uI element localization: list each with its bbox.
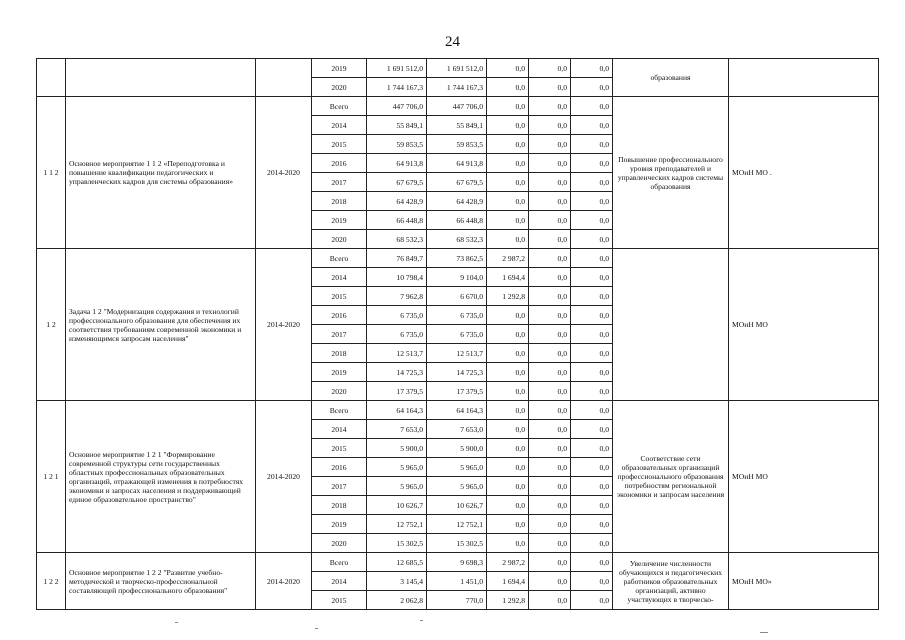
year-cell: 2015 [312,439,367,458]
year-cell: Всего [312,553,367,572]
regional-cell: 7 653,0 [427,420,487,439]
municipal-cell: 0,0 [529,306,571,325]
total-cell: 447 706,0 [367,97,427,116]
federal-cell: 1 694,4 [487,572,529,591]
year-cell: 2014 [312,420,367,439]
scan-speck [315,628,318,629]
municipal-cell: 0,0 [529,116,571,135]
result-cell: образования [613,59,729,97]
regional-cell: 1 451,0 [427,572,487,591]
section-executor: МОиН МО [729,249,879,401]
year-cell: 2015 [312,135,367,154]
regional-cell: 5 965,0 [427,458,487,477]
federal-cell: 0,0 [487,135,529,154]
federal-cell: 0,0 [487,363,529,382]
regional-cell: 770,0 [427,591,487,610]
program-table [36,58,879,610]
federal-cell: 0,0 [487,382,529,401]
page-number: 24 [445,34,460,50]
other-cell: 0,0 [571,325,613,344]
federal-cell: 2 987,2 [487,553,529,572]
municipal-cell: 0,0 [529,78,571,97]
total-cell: 1 691 512,0 [367,59,427,78]
other-cell: 0,0 [571,420,613,439]
municipal-cell: 0,0 [529,553,571,572]
regional-cell: 64 913,8 [427,154,487,173]
sections-body [37,97,879,610]
municipal-cell: 0,0 [529,154,571,173]
executor-cell [729,59,879,97]
municipal-cell: 0,0 [529,325,571,344]
total-cell: 10 798,4 [367,268,427,287]
regional-cell: 10 626,7 [427,496,487,515]
other-cell: 0,0 [571,591,613,610]
federal-cell: 0,0 [487,173,529,192]
year-cell: 2017 [312,173,367,192]
regional-cell: 447 706,0 [427,97,487,116]
municipal-cell: 0,0 [529,382,571,401]
municipal-cell: 0,0 [529,439,571,458]
total-cell: 5 965,0 [367,458,427,477]
total-cell: 7 962,8 [367,287,427,306]
municipal-cell: 0,0 [529,249,571,268]
federal-cell: 1 292,8 [487,287,529,306]
year-cell: 2018 [312,192,367,211]
section-description: Основное мероприятие 1 1 2 «Переподготовка и повышение квалификации педагогических и управленческих кадров для системы образования» [66,97,256,249]
federal-cell: 0,0 [487,439,529,458]
section-result [613,249,729,401]
federal-cell: 0,0 [487,515,529,534]
regional-cell: 1 744 167,3 [427,78,487,97]
section-period: 2014-2020 [256,249,312,401]
scan-speck [420,620,423,621]
table-row [37,401,879,420]
other-cell: 0,0 [571,211,613,230]
total-cell: 59 853,5 [367,135,427,154]
total-cell: 2 062,8 [367,591,427,610]
section-period: 2014-2020 [256,97,312,249]
regional-cell: 64 164,3 [427,401,487,420]
federal-cell: 0,0 [487,401,529,420]
other-cell: 0,0 [571,192,613,211]
year-cell: 2019 [312,515,367,534]
code-cell [37,59,66,97]
total-cell: 64 428,9 [367,192,427,211]
federal-cell: 0,0 [487,192,529,211]
municipal-cell: 0,0 [529,401,571,420]
municipal-cell: 0,0 [529,230,571,249]
total-cell: 12 513,7 [367,344,427,363]
section-executor: МОиН МО [729,401,879,553]
other-cell: 0,0 [571,382,613,401]
total-cell: 6 735,0 [367,325,427,344]
year-cell: 2018 [312,344,367,363]
federal-cell: 2 987,2 [487,249,529,268]
section-code: 1 1 2 [37,97,66,249]
other-cell: 0,0 [571,135,613,154]
year-cell: 2014 [312,572,367,591]
federal-cell: 0,0 [487,496,529,515]
other-cell: 0,0 [571,496,613,515]
year-cell: 2019 [312,59,367,78]
year-cell: 2020 [312,534,367,553]
municipal-cell: 0,0 [529,572,571,591]
section-code: 1 2 2 [37,553,66,610]
section-period: 2014-2020 [256,401,312,553]
municipal-cell: 0,0 [529,515,571,534]
municipal-cell: 0,0 [529,287,571,306]
total-cell: 68 532,3 [367,230,427,249]
other-cell: 0,0 [571,268,613,287]
regional-cell: 15 302,5 [427,534,487,553]
other-cell: 0,0 [571,59,613,78]
other-cell: 0,0 [571,344,613,363]
regional-cell: 9 698,3 [427,553,487,572]
regional-cell: 73 862,5 [427,249,487,268]
other-cell: 0,0 [571,363,613,382]
municipal-cell: 0,0 [529,135,571,154]
municipal-cell: 0,0 [529,173,571,192]
other-cell: 0,0 [571,534,613,553]
total-cell: 5 900,0 [367,439,427,458]
municipal-cell: 0,0 [529,192,571,211]
federal-cell: 1 292,8 [487,591,529,610]
table-row [37,59,879,78]
year-cell: 2020 [312,230,367,249]
year-cell: 2020 [312,78,367,97]
other-cell: 0,0 [571,287,613,306]
total-cell: 17 379,5 [367,382,427,401]
table-row [37,249,879,268]
other-cell: 0,0 [571,173,613,192]
federal-cell: 0,0 [487,97,529,116]
regional-cell: 64 428,9 [427,192,487,211]
total-cell: 3 145,4 [367,572,427,591]
total-cell: 64 164,3 [367,401,427,420]
federal-cell: 0,0 [487,420,529,439]
total-cell: 66 448,8 [367,211,427,230]
description-cell [66,59,256,97]
total-cell: 76 849,7 [367,249,427,268]
section-code: 1 2 [37,249,66,401]
regional-cell: 68 532,3 [427,230,487,249]
total-cell: 12 752,1 [367,515,427,534]
total-cell: 15 302,5 [367,534,427,553]
scan-speck [760,632,768,633]
period-cell [256,59,312,97]
year-cell: 2018 [312,496,367,515]
regional-cell: 66 448,8 [427,211,487,230]
federal-cell: 0,0 [487,458,529,477]
regional-cell: 55 849,1 [427,116,487,135]
regional-cell: 17 379,5 [427,382,487,401]
regional-cell: 12 752,1 [427,515,487,534]
municipal-cell: 0,0 [529,97,571,116]
section-executor: МОиН МО» [729,553,879,610]
table-row [37,97,879,116]
total-cell: 55 849,1 [367,116,427,135]
municipal-cell: 0,0 [529,268,571,287]
federal-cell: 0,0 [487,344,529,363]
municipal-cell: 0,0 [529,420,571,439]
regional-cell: 6 670,0 [427,287,487,306]
municipal-cell: 0,0 [529,59,571,78]
total-cell: 6 735,0 [367,306,427,325]
year-cell: 2019 [312,211,367,230]
other-cell: 0,0 [571,458,613,477]
section-result: Увеличение численности обучающихся и педагогических работников образовательных организаций, активно участвующих в творческо- [613,553,729,610]
other-cell: 0,0 [571,97,613,116]
municipal-cell: 0,0 [529,344,571,363]
section-period: 2014-2020 [256,553,312,610]
year-cell: 2017 [312,325,367,344]
regional-cell: 14 725,3 [427,363,487,382]
federal-cell: 0,0 [487,116,529,135]
year-cell: 2015 [312,287,367,306]
other-cell: 0,0 [571,249,613,268]
year-cell: 2017 [312,477,367,496]
total-cell: 12 685,5 [367,553,427,572]
total-cell: 10 626,7 [367,496,427,515]
section-description: Основное мероприятие 1 2 1 "Формирование современной структуры сети государственных областных профессиональных образовательных организаций, отражающей изменения в потребностях экономики и запросах населения и поддерживающей единое образовательное пространство" [66,401,256,553]
table-row [37,553,879,572]
federal-cell: 0,0 [487,325,529,344]
other-cell: 0,0 [571,572,613,591]
total-cell: 1 744 167,3 [367,78,427,97]
year-cell: 2014 [312,116,367,135]
regional-cell: 5 900,0 [427,439,487,458]
regional-cell: 6 735,0 [427,325,487,344]
section-description: Основное мероприятие 1 2 2 "Развитие учебно-методической и творческо-профессиональной составляющей профессионального образования" [66,553,256,610]
regional-cell: 12 513,7 [427,344,487,363]
federal-cell: 0,0 [487,211,529,230]
municipal-cell: 0,0 [529,363,571,382]
regional-cell: 1 691 512,0 [427,59,487,78]
other-cell: 0,0 [571,553,613,572]
other-cell: 0,0 [571,154,613,173]
municipal-cell: 0,0 [529,477,571,496]
total-cell: 7 653,0 [367,420,427,439]
federal-cell: 0,0 [487,477,529,496]
year-cell: 2020 [312,382,367,401]
other-cell: 0,0 [571,477,613,496]
year-cell: 2019 [312,363,367,382]
total-cell: 5 965,0 [367,477,427,496]
section-result: Повышение профессионального уровня преподавателей и управленческих кадров системы образования [613,97,729,249]
total-cell: 64 913,8 [367,154,427,173]
regional-cell: 5 965,0 [427,477,487,496]
regional-cell: 9 104,0 [427,268,487,287]
year-cell: 2015 [312,591,367,610]
other-cell: 0,0 [571,306,613,325]
other-cell: 0,0 [571,515,613,534]
total-cell: 67 679,5 [367,173,427,192]
section-description: Задача 1 2 "Модернизация содержания и технологий профессионального образования для обеспечения их соответствия требованиям современной экономики и изменяющимся запросам населения" [66,249,256,401]
scan-speck [175,622,178,623]
section-executor: МОиН МО . [729,97,879,249]
year-cell: Всего [312,249,367,268]
municipal-cell: 0,0 [529,496,571,515]
year-cell: Всего [312,97,367,116]
year-cell: 2014 [312,268,367,287]
other-cell: 0,0 [571,116,613,135]
municipal-cell: 0,0 [529,458,571,477]
total-cell: 14 725,3 [367,363,427,382]
regional-cell: 59 853,5 [427,135,487,154]
year-cell: 2016 [312,154,367,173]
federal-cell: 0,0 [487,230,529,249]
municipal-cell: 0,0 [529,211,571,230]
federal-cell: 0,0 [487,154,529,173]
federal-cell: 0,0 [487,59,529,78]
federal-cell: 1 694,4 [487,268,529,287]
year-cell: Всего [312,401,367,420]
federal-cell: 0,0 [487,306,529,325]
year-cell: 2016 [312,458,367,477]
municipal-cell: 0,0 [529,591,571,610]
federal-cell: 0,0 [487,78,529,97]
regional-cell: 6 735,0 [427,306,487,325]
municipal-cell: 0,0 [529,534,571,553]
other-cell: 0,0 [571,78,613,97]
other-cell: 0,0 [571,230,613,249]
federal-cell: 0,0 [487,534,529,553]
section-result: Соответствие сети образовательных организаций профессионального образования потребностям региональной экономики и запросам населения [613,401,729,553]
other-cell: 0,0 [571,439,613,458]
other-cell: 0,0 [571,401,613,420]
regional-cell: 67 679,5 [427,173,487,192]
year-cell: 2016 [312,306,367,325]
section-code: 1 2 1 [37,401,66,553]
